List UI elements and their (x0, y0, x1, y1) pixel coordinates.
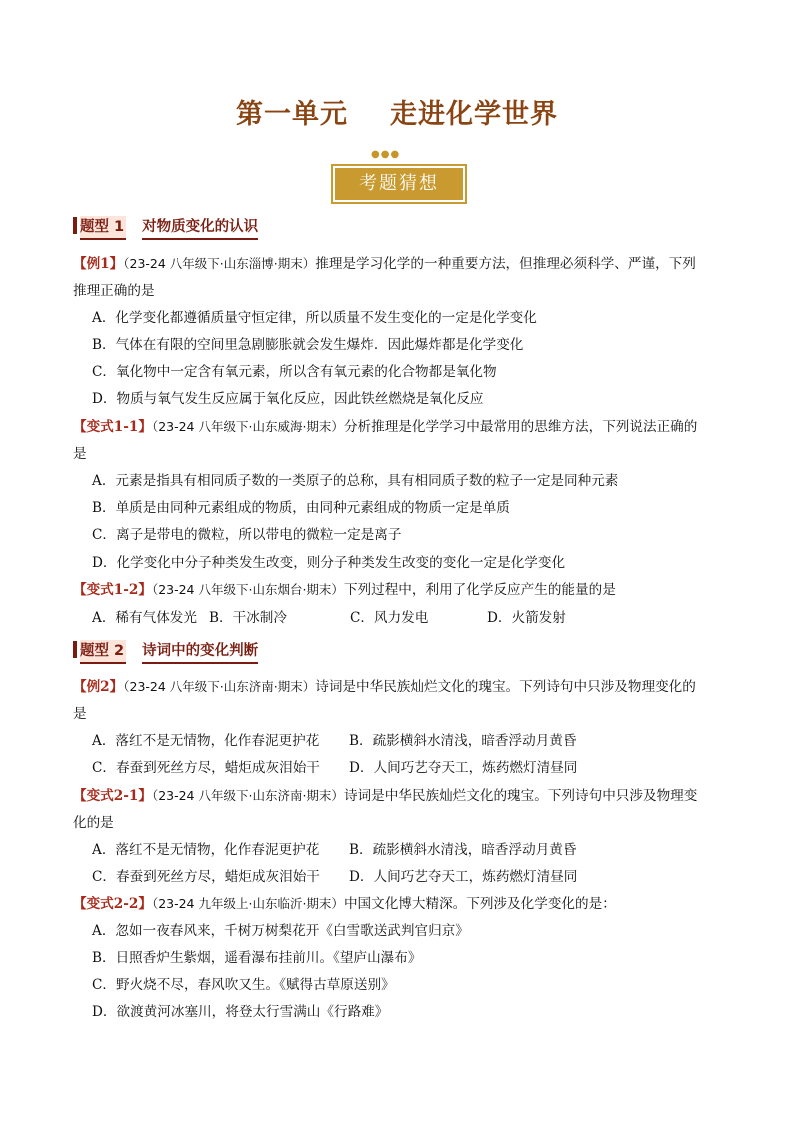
option-b: B．气体在有限的空间里急剧膨胀就会发生爆炸．因此爆炸都是化学变化 (92, 337, 524, 353)
question-stem (73, 255, 733, 273)
page-title (0, 92, 794, 131)
option-a: A．稀有气体发光 (92, 610, 197, 626)
dots-ornament-icon: ●●● (371, 149, 401, 160)
question-stem-cont: 推理正确的是 (73, 283, 155, 299)
option-b: B．单质是由同种元素组成的物质，由同种元素组成的物质一定是单质 (92, 500, 510, 516)
option-a: A．落红不是无情物，化作春泥更护花 (92, 733, 320, 749)
option-d: D．火箭发射 (487, 610, 566, 626)
section-label: 题型 1 (80, 216, 126, 240)
question-text: 推理是学习化学的一种重要方法，但推理必须科学、严谨，下列 (315, 256, 696, 272)
option-a: A．落红不是无情物，化作春泥更护花 (92, 842, 320, 858)
option-c: C．风力发电 (350, 610, 429, 626)
question-tag: 【变式1-2】 (73, 582, 152, 598)
option-c: C．野火烧不尽，春风吹又生。《赋得古草原送别》 (92, 977, 395, 993)
question-stem-cont: 化的是 (73, 815, 114, 831)
option-b: B．干冰制冷 (209, 610, 287, 626)
question-stem (73, 581, 733, 599)
section-name: 诗词中的变化判断 (142, 640, 258, 664)
unit-name: 走进化学世界 (390, 99, 558, 130)
option-c: C．春蚕到死丝方尽，蜡炬成灰泪始干 (92, 869, 320, 885)
section-heading-1 (73, 216, 258, 238)
question-source: （23-24 八年级下·山东淄博·期末） (123, 256, 316, 271)
question-text: 中国文化博大精深。下列涉及化学变化的是： (343, 896, 616, 912)
unit-label: 第一单元 (236, 99, 348, 130)
question-tag: 【例2】 (73, 679, 124, 695)
option-c: C．氧化物中一定含有氧元素，所以含有氧元素的化合物都是氧化物 (92, 364, 497, 380)
option-c: C．春蚕到死丝方尽，蜡炬成灰泪始干 (92, 760, 320, 776)
question-text: 下列过程中，利用了化学反应产生的能量的是 (343, 582, 616, 598)
option-d: D．人间巧艺夺天工，炼药燃灯清昼同 (349, 869, 578, 885)
option-c: C．离子是带电的微粒，所以带电的微粒一定是离子 (92, 527, 402, 543)
option-b: B．疏影横斜水清浅，暗香浮动月黄昏 (349, 842, 577, 858)
question-text: 诗词是中华民族灿烂文化的瑰宝。下列诗句中只涉及物理变 (343, 788, 698, 804)
question-tag: 【变式2-1】 (73, 788, 152, 804)
question-stem (73, 895, 733, 913)
section-badge (327, 149, 469, 204)
option-d: D．物质与氧气发生反应属于氧化反应，因此铁丝燃烧是氧化反应 (92, 391, 484, 407)
question-stem (73, 418, 733, 436)
question-source: （23-24 八年级下·山东烟台·期末） (151, 582, 344, 597)
question-tag: 【例1】 (73, 256, 124, 272)
question-source: （23-24 八年级下·山东济南·期末） (151, 788, 344, 803)
option-b: B．日照香炉生紫烟，遥看瀑布挂前川。《望庐山瀑布》 (92, 950, 422, 966)
question-stem (73, 787, 733, 805)
option-a: A．忽如一夜春风来，千树万树梨花开《白雪歌送武判官归京》 (92, 923, 469, 939)
option-d: D．化学变化中分子种类发生改变，则分子种类发生改变的变化一定是化学变化 (92, 555, 566, 571)
question-tag: 【变式1-1】 (73, 419, 152, 435)
heading-bar-icon (73, 217, 77, 234)
section-name: 对物质变化的认识 (142, 216, 258, 240)
section-heading-2 (73, 640, 258, 662)
option-d: D．欲渡黄河冰塞川，将登太行雪满山《行路难》 (92, 1004, 389, 1020)
question-source: （23-24 八年级下·山东威海·期末） (151, 419, 344, 434)
option-a: A．元素是指具有相同质子数的一类原子的总称，具有相同质子数的粒子一定是同种元素 (92, 473, 619, 489)
section-label: 题型 2 (80, 640, 126, 664)
question-stem-cont: 是 (73, 446, 87, 462)
question-text: 分析推理是化学学习中最常用的思维方法，下列说法正确的 (343, 419, 698, 435)
question-stem (73, 678, 733, 696)
question-stem-cont: 是 (73, 706, 87, 722)
option-d: D．人间巧艺夺天工，炼药燃灯清昼同 (349, 760, 578, 776)
badge-label: 考题猜想 (331, 164, 467, 204)
option-a: A．化学变化都遵循质量守恒定律，所以质量不发生变化的一定是化学变化 (92, 310, 537, 326)
option-b: B．疏影横斜水清浅，暗香浮动月黄昏 (349, 733, 577, 749)
heading-bar-icon (73, 641, 77, 658)
question-tag: 【变式2-2】 (73, 896, 152, 912)
question-source: （23-24 八年级下·山东济南·期末） (123, 679, 316, 694)
question-text: 诗词是中华民族灿烂文化的瑰宝。下列诗句中只涉及物理变化的 (315, 679, 696, 695)
question-source: （23-24 九年级上·山东临沂·期末） (151, 896, 344, 911)
